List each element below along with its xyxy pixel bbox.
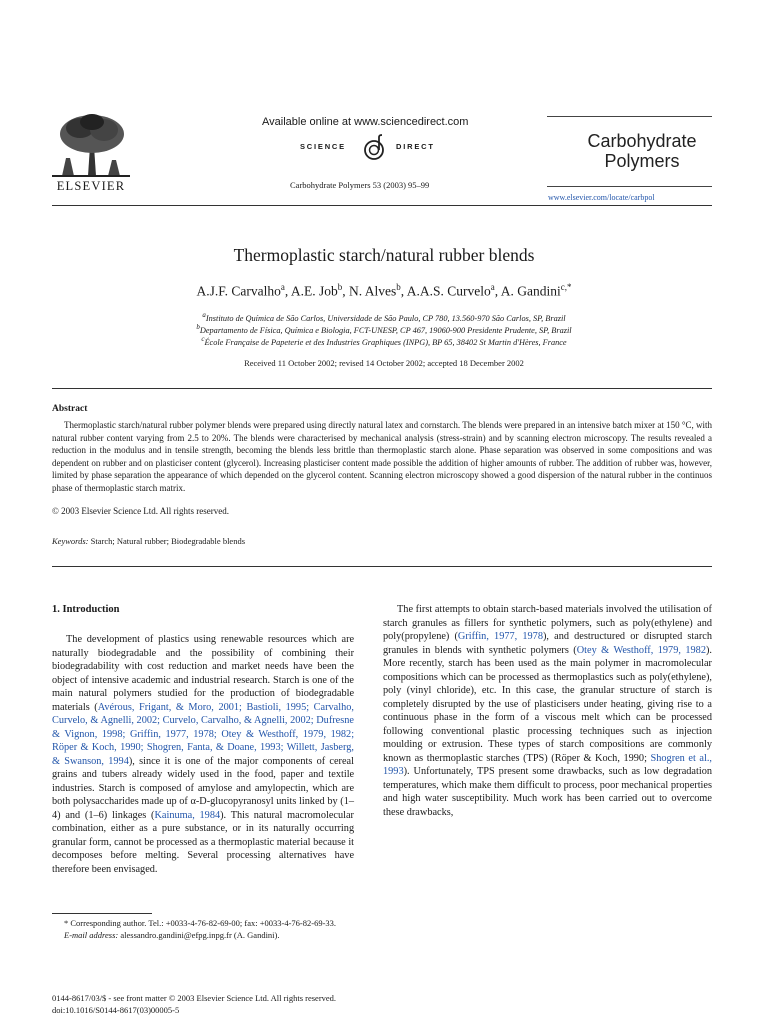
text-run: linkages	[111, 809, 147, 821]
keywords-text: Starch; Natural rubber; Biodegradable blends	[88, 536, 246, 546]
citation-link[interactable]: 2002;	[136, 715, 161, 726]
text-run: Starch	[273, 674, 300, 686]
citation-link[interactable]: Willett,	[286, 742, 318, 753]
citation-link[interactable]: Westhoff,	[258, 728, 299, 740]
citation-link[interactable]: Koch,	[91, 742, 117, 753]
text-run: one	[185, 755, 201, 767]
citation-link[interactable]: Otey	[221, 728, 242, 740]
author-name: A.J.F. Carvalho	[196, 283, 281, 299]
citation-link[interactable]: Agnelli,	[100, 715, 134, 726]
text-run: the	[341, 674, 355, 686]
citation-link[interactable]: &	[52, 755, 61, 767]
abstract-heading: Abstract	[52, 404, 88, 414]
text-run: the	[217, 755, 231, 767]
text-run	[89, 648, 98, 659]
text-run: and	[308, 769, 324, 780]
keywords-label: Keywords:	[52, 536, 89, 546]
text-run	[272, 648, 281, 659]
text-run: either	[110, 823, 135, 834]
text-run: resources	[267, 634, 307, 645]
text-run: amylopectin,	[254, 782, 309, 794]
text-run: renewable	[220, 634, 264, 645]
text-run: academic	[131, 674, 171, 686]
author-affiliation-sup: b	[396, 282, 401, 292]
text-run	[271, 850, 279, 861]
text-run: is	[302, 674, 310, 686]
affiliation-text: École Française de Papeterie et des Industries Graphiques (INPG), BP 65, 38402 St Martin d'Hères, France	[204, 337, 567, 347]
text-run: in	[245, 823, 254, 834]
text-run: reduction	[168, 661, 208, 672]
text-run: thermoplastic	[218, 836, 275, 848]
citation-link[interactable]: Frigant,	[138, 701, 172, 713]
citation-link[interactable]: 1995;	[285, 701, 310, 713]
text-run: Starch	[98, 782, 125, 794]
available-online-text: Available online at www.sciencedirect.com	[262, 116, 469, 128]
text-run: of	[329, 674, 339, 686]
publisher-name: ELSEVIER	[56, 179, 126, 193]
text-run: production	[230, 688, 275, 699]
text-run: units	[276, 796, 297, 807]
text-run: research.	[233, 674, 271, 686]
text-run: both	[52, 796, 71, 807]
text-run: possibility	[211, 647, 255, 659]
text-run: processing	[226, 850, 271, 861]
text-run: which	[312, 782, 338, 794]
citation-link[interactable]: Curvelo,	[162, 715, 199, 726]
citation-link[interactable]: 1978;	[193, 728, 217, 740]
abstract-text: Thermoplastic starch/natural rubber polymer blends were prepared using directly natural latex and cornstarch. The blends were prepared in an intensive batch mixer at 150 °C, with natural rubber content varying from 2.5 to 20%. The blends were characterised by mechanical analysis (stress-strain) and by scanning electron microscopy. The results revealed a reduction in the modulus and in tensile strength, becoming the blends less brittle than thermoplastic starch alone. Phase separation was observed in some compositions and was dependent on rubber and on plasticiser content (glycerol). Increasing plasticiser content made possible the addition of higher amounts of rubber. The addition of rubber was, however, limited by phase separation the appearance of which depended on the glycerol content. Scanning electron microscopy showed a good dispersion of the natural rubber in the continuos phase of thermoplastic starch matrix.	[52, 420, 712, 493]
citation-link[interactable]: &	[90, 715, 99, 726]
affiliation-text: Instituto de Química de São Carlos, Universidade de São Paulo, CP 780, 13.560-970 São Carlos, SP, Brazil	[205, 313, 566, 323]
received-dates: Received 11 October 2002; revised 14 October 2002; accepted 18 December 2002	[244, 358, 524, 368]
journal-brand-rule-bottom	[547, 186, 712, 187]
text-run: using	[193, 634, 217, 645]
text-run: which	[311, 634, 337, 645]
citation-link[interactable]: &	[215, 742, 224, 753]
text-run: macromolecular	[287, 809, 354, 821]
affiliation-sup: c	[201, 336, 205, 343]
text-run: of	[263, 647, 273, 659]
text-run: a	[152, 823, 158, 834]
text-run: therefore	[52, 863, 90, 875]
text-run: ),	[128, 755, 135, 767]
author-name: A.E. Job	[290, 283, 338, 299]
text-run: combination,	[52, 823, 107, 834]
author-affiliation-sup: b	[337, 282, 343, 292]
text-run: of	[80, 674, 89, 686]
abstract-divider-top	[52, 388, 712, 389]
text-run: alternatives	[278, 850, 327, 861]
doi-line: doi:10.1016/S0144-8617(03)00005-5	[52, 1005, 180, 1015]
text-run: are	[341, 634, 355, 645]
citation-link[interactable]: 1984	[199, 809, 221, 821]
text-run: The first attempts to obtain starch-based materials involved the utilisation of starch granules as fillers for synthetic polymers, such as poly(ethylene) and poly(propylene) (	[383, 604, 712, 642]
text-run: is	[174, 755, 182, 767]
text-run: ).	[220, 809, 227, 821]
section-heading-introduction: 1. Introduction	[52, 604, 120, 615]
header-divider	[52, 205, 712, 206]
text-run: decomposes	[52, 850, 103, 861]
author-affiliation-sup: c,*	[560, 282, 572, 292]
citation-link[interactable]: &	[52, 728, 61, 740]
text-run: combining	[281, 647, 326, 659]
text-run: been	[317, 661, 337, 672]
text-run: naturally	[273, 823, 310, 834]
text-run: because	[313, 836, 346, 848]
text-run: needs	[264, 661, 289, 672]
citation-link[interactable]: 1998;	[101, 728, 126, 740]
text-run: and	[212, 661, 227, 672]
text-run: of	[179, 796, 188, 807]
text-run: studied	[157, 688, 188, 699]
journal-reference: Carbohydrate Polymers 53 (2003) 95–99	[290, 180, 430, 190]
author-name: A. Gandini	[500, 283, 561, 299]
text-run: biodegradable	[97, 647, 157, 659]
text-run: for	[193, 688, 206, 699]
email-line	[52, 930, 354, 942]
citation-link[interactable]: Griffin,	[129, 728, 161, 740]
sciencedirect-logo	[300, 134, 480, 162]
text-run: intensive	[91, 674, 129, 686]
citation-link[interactable]: Carvalho,	[313, 701, 354, 713]
text-run: up	[166, 796, 177, 807]
text-run	[156, 648, 165, 659]
intro-paragraph-2	[383, 603, 712, 819]
text-run: and	[65, 809, 81, 821]
text-run: its	[258, 823, 269, 834]
text-run	[202, 648, 211, 659]
text-run: granular	[52, 836, 87, 848]
text-run: market	[231, 661, 261, 672]
text-run: used	[200, 769, 220, 780]
text-run: occurring	[314, 823, 355, 834]
text-run: tubers	[101, 769, 128, 780]
text-run: or	[232, 823, 242, 834]
text-run: pure	[161, 823, 181, 834]
text-run: main	[52, 688, 73, 699]
citation-link[interactable]: 1990;	[120, 742, 144, 753]
sd-left-text: SCIENCE	[300, 142, 346, 151]
text-run: (	[151, 809, 155, 821]
keywords	[52, 536, 245, 546]
citation-link[interactable]: &	[245, 728, 254, 740]
sciencedirect-d-icon	[362, 134, 388, 162]
text-run: been	[91, 863, 112, 875]
text-run: before	[110, 850, 137, 861]
citation-link[interactable]: &	[80, 742, 89, 753]
citation-link[interactable]: 1979,	[302, 728, 327, 740]
text-run	[180, 648, 189, 659]
text-run: textile	[328, 769, 355, 780]
text-run: and	[173, 674, 189, 686]
abstract-copyright: © 2003 Elsevier Science Ltd. All rights reserved.	[52, 506, 230, 516]
text-run: α-D-glucopyranosyl	[190, 796, 274, 807]
sd-right-text: DIRECT	[396, 142, 435, 151]
text-run: cannot	[114, 836, 142, 848]
citation-link[interactable]: 2002;	[290, 715, 314, 726]
text-run: biodegradable	[295, 688, 355, 699]
text-run: major	[234, 755, 259, 767]
text-run: industries.	[52, 782, 95, 794]
text-run: one	[312, 674, 327, 686]
text-run: cereal	[329, 755, 354, 767]
text-run: materials	[52, 701, 90, 713]
citation-link[interactable]: Griffin, 1977, 1978	[457, 631, 543, 642]
text-run: (1–4)	[52, 796, 355, 821]
text-run: material	[276, 836, 311, 848]
text-run: the	[211, 688, 225, 699]
text-run: a	[210, 836, 216, 848]
citation-link[interactable]: 1977,	[165, 728, 189, 740]
citation-link[interactable]: Kainuma,	[154, 809, 195, 821]
citation-link[interactable]: Doane,	[227, 742, 257, 753]
text-run: of	[185, 782, 194, 794]
journal-brand	[572, 131, 712, 171]
citation-link[interactable]: 1994	[108, 755, 129, 767]
footnote	[52, 918, 354, 941]
affiliation-text: Departamento de Física, Química e Biologia, FCT-UNESP, CP 467, 19060-900 Presidente Prudente, SP, Brazil	[199, 325, 572, 335]
text-run: widely	[167, 769, 196, 780]
citation-link[interactable]: 2001;	[218, 701, 242, 713]
author-list: A.J.F. Carvalho$^a$, A.E. Job$^b$, N. Alves$^b$, A.A.S. Curvelo$^a$, A. Gandini$^{c,*}$	[196, 282, 572, 299]
text-run: natural	[253, 809, 283, 821]
citation-link[interactable]: Avérous,	[97, 701, 135, 713]
text-run: food,	[254, 769, 276, 780]
text-run: and	[82, 769, 97, 780]
text-run: their	[335, 647, 355, 659]
citation-link[interactable]: Otey & Westhoff, 1979, 1982	[576, 644, 706, 656]
text-run: naturally	[52, 647, 89, 659]
email-label: E-mail address:	[64, 929, 119, 940]
elsevier-tree-logo-icon	[52, 112, 130, 178]
text-run: ), and destructured or disrupted starch granules in blends with synthetic polymers (	[383, 631, 712, 656]
text-run: cost	[147, 661, 164, 672]
affiliation-sup: b	[196, 324, 200, 331]
citation-link[interactable]: Shogren et al., 1993	[383, 752, 712, 777]
issn-line: 0144-8617/03/$ - see front matter © 2003 Elsevier Science Ltd. All rights reserved.	[52, 993, 337, 1003]
right-column-text	[383, 603, 712, 819]
text-run: it	[348, 836, 355, 848]
citation-link[interactable]: 1993;	[260, 742, 284, 753]
citation-link[interactable]: Agnelli,	[254, 715, 288, 726]
text-run: it	[164, 755, 171, 767]
text-run: made	[141, 796, 164, 807]
text-run: This	[230, 809, 250, 821]
text-run: and	[236, 782, 251, 794]
text-run: since	[139, 755, 161, 767]
text-run: object	[52, 674, 78, 686]
text-run: Several	[187, 850, 219, 861]
citation-link[interactable]: Fanta,	[187, 742, 213, 753]
text-run: already	[131, 769, 163, 780]
page-footer	[52, 992, 336, 1016]
text-run: of	[316, 755, 326, 767]
text-run: are	[341, 782, 355, 794]
text-run: biodegradability	[52, 661, 120, 672]
text-run: be	[144, 836, 154, 848]
citation-link[interactable]: Bastioli,	[246, 701, 282, 713]
text-run: have	[293, 661, 313, 672]
author-name: A.A.S. Curvelo	[406, 283, 491, 299]
citation-link[interactable]: Carvalho,	[201, 715, 242, 726]
text-run: of	[281, 688, 290, 699]
text-run: substance,	[185, 823, 228, 834]
affiliation-sup: a	[202, 312, 206, 319]
text-run: industrial	[191, 674, 231, 686]
text-run	[255, 648, 264, 659]
journal-url-link[interactable]: www.elsevier.com/locate/carbpol	[548, 193, 655, 202]
text-run: the	[189, 647, 203, 659]
text-run: polymers	[113, 688, 152, 699]
journal-name-line1: Carbohydrate	[587, 131, 697, 151]
text-run: linked	[298, 796, 325, 807]
text-run: amylose	[197, 782, 233, 794]
journal-name-line2: Polymers	[604, 151, 680, 171]
citation-link[interactable]: &	[175, 701, 184, 713]
text-run	[218, 850, 226, 861]
author-affiliation-sup: a	[280, 282, 285, 292]
citation-link[interactable]: Jasberg,	[320, 742, 354, 753]
text-run: ). Unfortunately, TPS present some drawbacks, such as low degradation temperatures, which make them difficult to process, poor mechanical properties and high water susceptibility. Much work has been carried out to overcome these drawbacks,	[383, 766, 712, 818]
text-run: in	[223, 769, 232, 780]
text-run: by	[327, 796, 338, 807]
citation-link[interactable]: Röper	[52, 742, 78, 753]
text-run: the	[236, 769, 250, 780]
citation-link[interactable]: Swanson,	[64, 755, 105, 767]
text-run: as	[139, 823, 148, 834]
text-run	[326, 850, 334, 861]
text-run: (	[94, 701, 98, 713]
text-run: grains	[52, 769, 78, 780]
citation-link[interactable]: Vignon,	[64, 728, 98, 740]
text-run: of	[204, 755, 214, 767]
text-run: polysaccharides	[72, 796, 139, 807]
text-run: ). More recently, starch has been used as the main polymer in macromolecular compositions which can be processed as thermoplastics such as poly(ethylene), poly (vinyl chloride), etc. In this case, the granular structure of starch is completely disrupted by the use of plasticisers under heating, giving rise to a continuous phase in the form of a viscous melt which can be processed following conventional plastic processing techniques such as injection moulding or extrusion. These types of starch compositions are commonly known as thermoplastic starches (TPS) (Röper & Koch, 1990;	[383, 644, 712, 764]
text-run: and	[165, 647, 181, 659]
affiliation-c	[0, 334, 768, 349]
footnote-rule	[52, 913, 152, 914]
text-run: with	[124, 661, 143, 672]
text-run: as	[199, 836, 209, 848]
text-run: plastics	[158, 634, 189, 645]
text-run: the	[341, 661, 354, 672]
citation-link[interactable]: Shogren,	[146, 742, 184, 753]
text-run: (1–6)	[84, 809, 108, 821]
text-run: paper	[280, 769, 304, 780]
citation-link[interactable]: &	[243, 715, 252, 726]
text-run: natural	[78, 688, 108, 699]
article-title: Thermoplastic starch/natural rubber blends	[233, 245, 535, 265]
citation-link[interactable]: Moro,	[188, 701, 214, 713]
text-run	[102, 850, 110, 861]
citation-link[interactable]: Curvelo,	[52, 715, 88, 726]
citation-link[interactable]: Dufresne	[316, 715, 354, 726]
corresponding-author: * Corresponding author. Tel.: +0033-4-76-82-69-00; fax: +0033-4-76-82-69-33.	[64, 918, 337, 928]
text-run	[137, 850, 145, 861]
text-run: components	[262, 755, 313, 767]
author-name: N. Alves	[349, 283, 397, 299]
text-run: is	[128, 782, 136, 794]
text-run: development	[86, 634, 140, 645]
author-affiliation-sup: a	[490, 282, 495, 292]
left-column	[52, 633, 354, 876]
text-run: form,	[88, 836, 112, 848]
text-run: of	[144, 634, 154, 645]
email-address[interactable]: alessandro.gandini@efpg.inpg.fr (A. Gandini).	[118, 929, 280, 940]
intro-paragraph-1	[52, 633, 354, 876]
text-run	[326, 648, 335, 659]
journal-brand-rule-top	[547, 116, 712, 117]
text-run: have	[334, 850, 355, 861]
text-run: envisaged.	[113, 863, 158, 875]
citation-link[interactable]: 1982;	[330, 728, 355, 740]
text-run: processed	[156, 836, 198, 848]
text-run: melting.	[145, 850, 180, 861]
text-run: The	[66, 634, 83, 645]
text-run: composed	[139, 782, 182, 794]
abstract-divider-bottom	[52, 566, 712, 567]
